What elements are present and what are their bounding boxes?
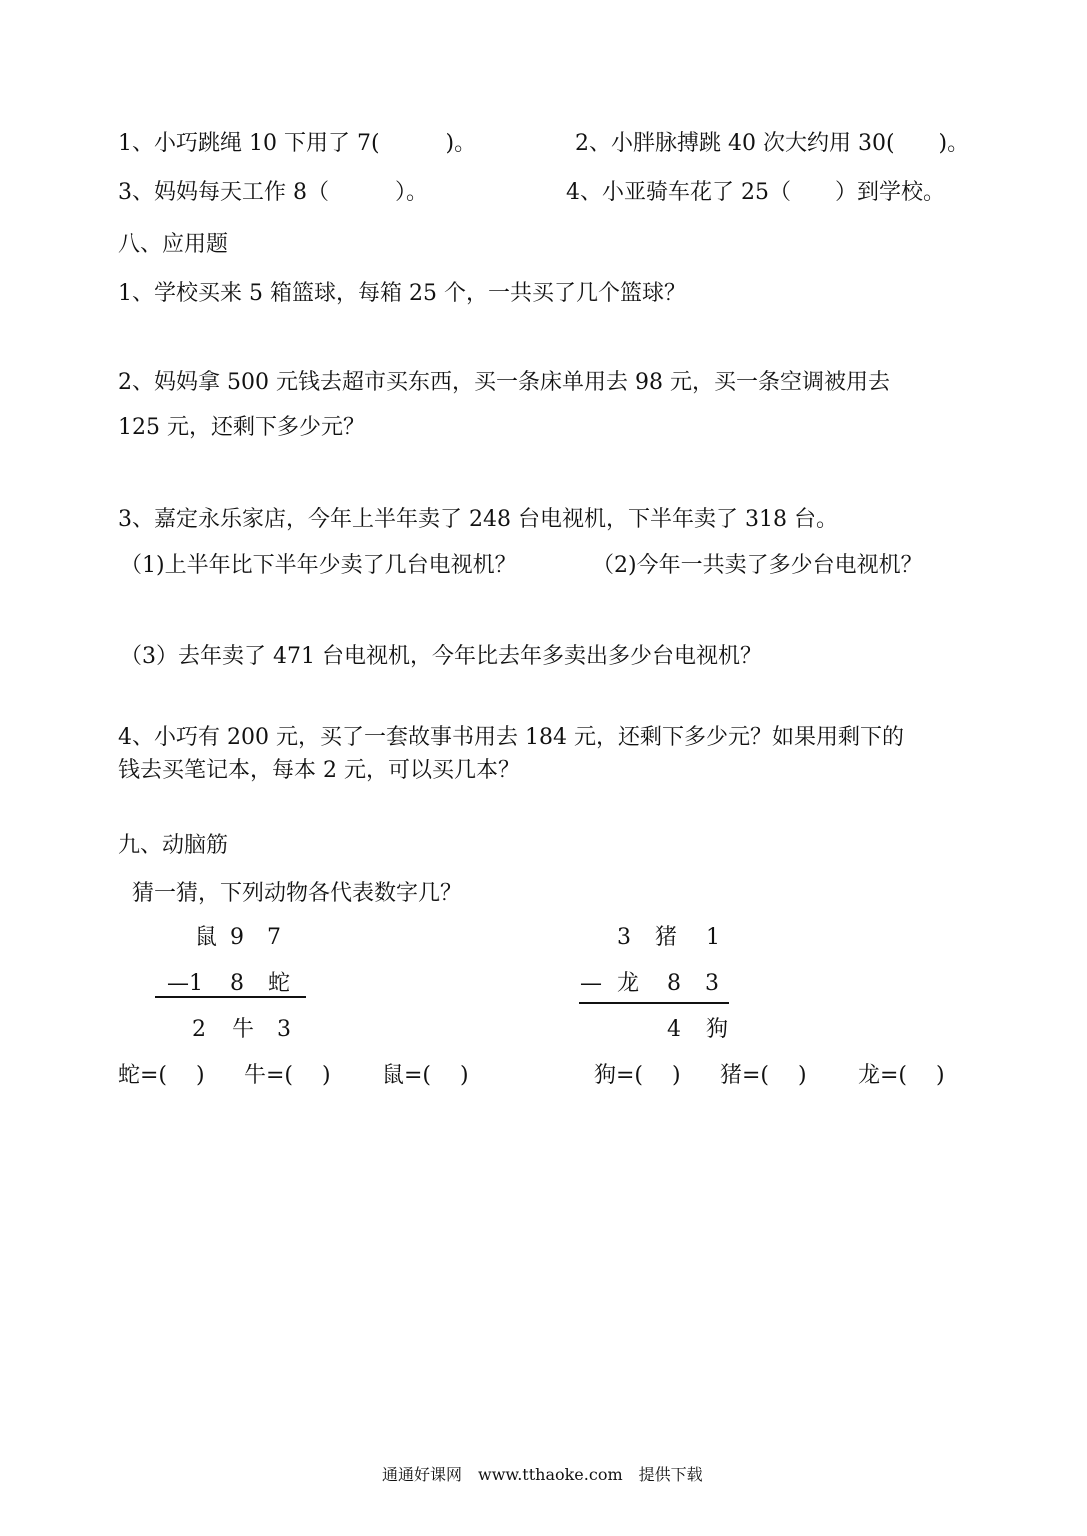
answer-snake: 蛇=( ) [118,1063,205,1088]
applied-problem-3-sub-1: （1)上半年比下半年少卖了几台电视机？ [120,553,517,578]
right-puzzle-r2-c4: 3 [705,971,719,996]
left-puzzle-r3-c2: 牛 [232,1017,255,1042]
applied-problem-4-line-1: 4、小巧有 200 元，买了一套故事书用去 184 元，还剩下多少元？如果用剩下的 [118,725,904,750]
brain-intro: 猜一猜，下列动物各代表数字几？ [132,881,463,906]
answer-ox: 牛=( ) [244,1063,331,1088]
right-puzzle-r2-c3: 8 [667,971,681,996]
right-puzzle-r2-c1: — [580,971,602,996]
right-puzzle-r2-c2: 龙 [617,971,640,996]
left-puzzle-r2-c1: —1 [167,971,203,996]
left-puzzle-rule [155,996,306,998]
left-puzzle-r3-c1: 2 [192,1017,206,1042]
left-puzzle-r1-c1: 鼠 [195,925,218,950]
applied-problem-3-sub-2: （2)今年一共卖了多少台电视机？ [592,553,923,578]
applied-problem-2-line-2: 125 元，还剩下多少元？ [118,415,365,440]
answer-dragon: 龙=( ) [858,1063,945,1088]
answer-pig: 猪=( ) [720,1063,807,1088]
applied-problem-4-line-2: 钱去买笔记本，每本 2 元，可以买几本？ [118,758,520,783]
applied-heading: 八、应用题 [118,232,229,257]
right-puzzle-r1-c2: 猪 [655,925,678,950]
left-puzzle-r3-c3: 3 [277,1017,291,1042]
page-footer: 通通好课网 www.tthaoke.com 提供下载 [382,1465,703,1484]
units-q2: 2、小胖脉搏跳 40 次大约用 30( )。 [575,131,970,156]
answer-dog: 狗=( ) [594,1063,681,1088]
left-puzzle-r2-c2: 8 [230,971,244,996]
right-puzzle-r3-c2: 狗 [706,1017,729,1042]
units-q4: 4、小亚骑车花了 25（ ）到学校。 [566,180,945,205]
units-q3: 3、妈妈每天工作 8（ ）。 [118,180,428,205]
left-puzzle-r1-c2: 9 [230,925,244,950]
right-puzzle-rule [579,1002,729,1004]
right-puzzle-r1-c1: 3 [617,925,631,950]
right-puzzle-r1-c3: 1 [706,925,720,950]
right-puzzle-r3-c1: 4 [667,1017,681,1042]
applied-problem-1: 1、学校买来 5 箱篮球，每箱 25 个，一共买了几个篮球？ [118,281,686,306]
applied-problem-3-sub-3: （3）去年卖了 471 台电视机，今年比去年多卖出多少台电视机？ [120,644,762,669]
applied-problem-3-line-1: 3、嘉定永乐家店，今年上半年卖了 248 台电视机，下半年卖了 318 台。 [118,507,838,532]
answer-rat: 鼠=( ) [382,1063,469,1088]
brain-heading: 九、动脑筋 [118,833,229,858]
left-puzzle-r1-c3: 7 [267,925,281,950]
left-puzzle-r2-c3: 蛇 [268,971,291,996]
applied-problem-2-line-1: 2、妈妈拿 500 元钱去超市买东西，买一条床单用去 98 元，买一条空调被用去 [118,370,890,395]
units-q1: 1、小巧跳绳 10 下用了 7( )。 [118,131,477,156]
